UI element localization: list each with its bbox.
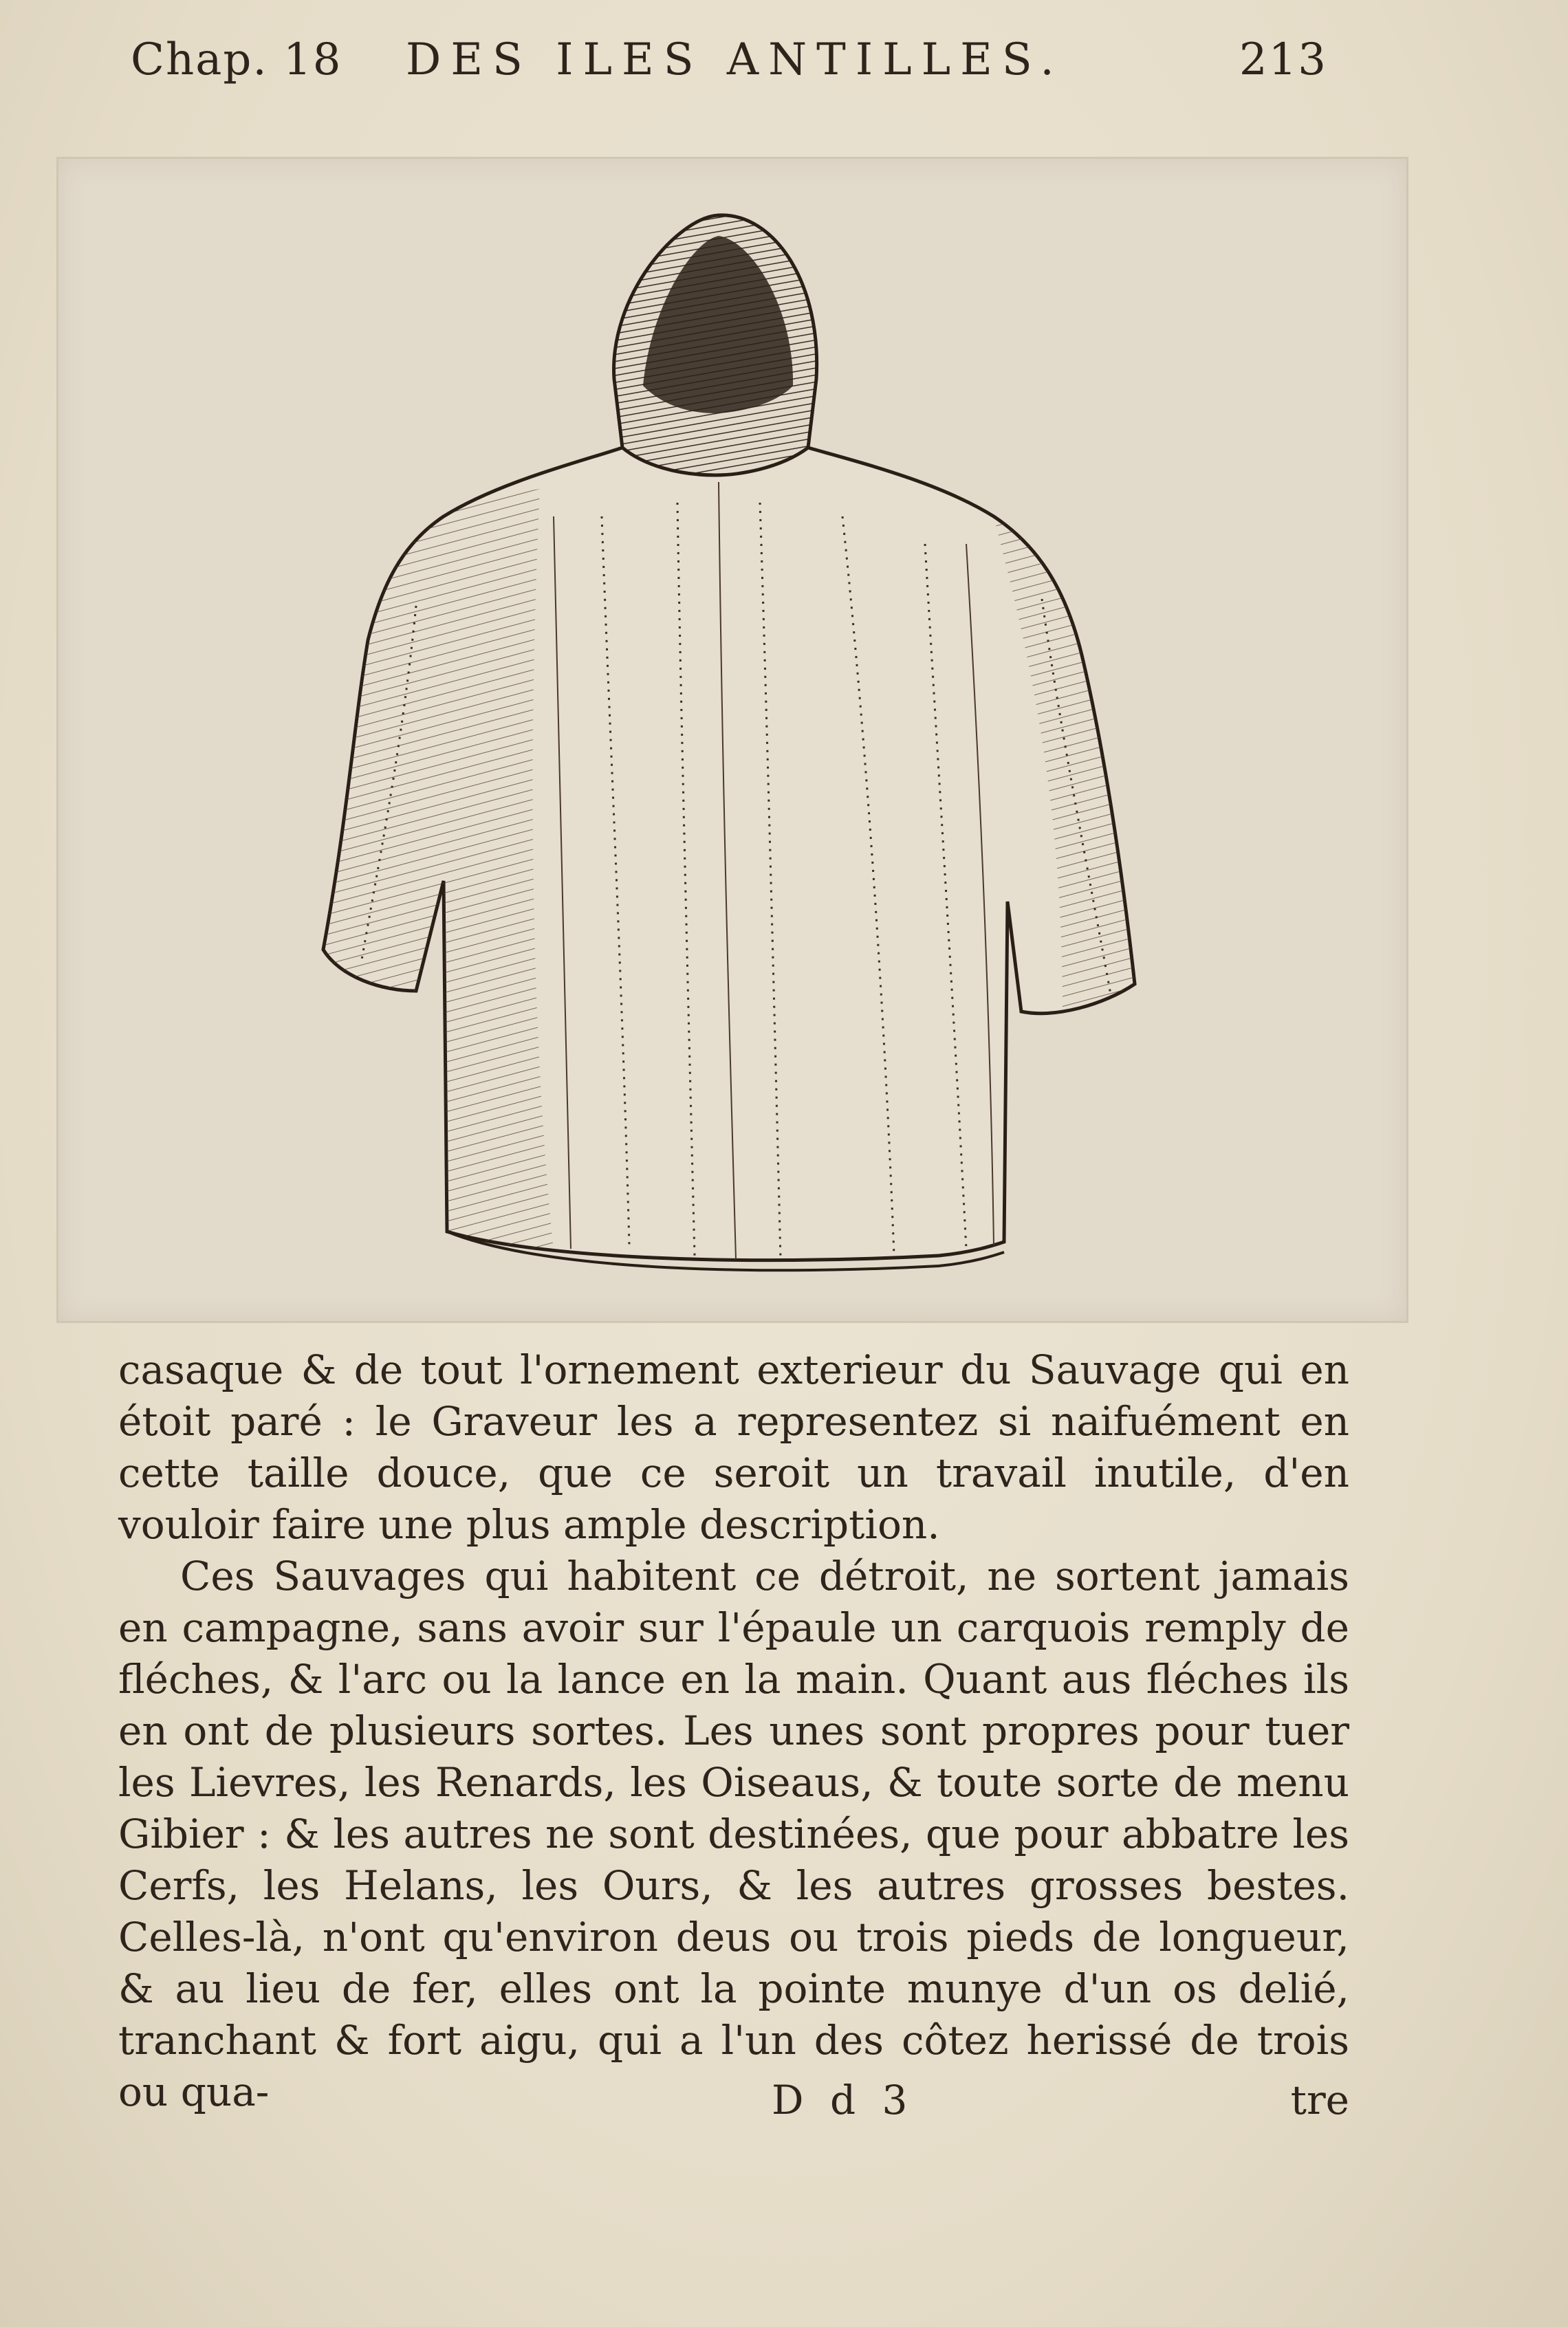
body-text: [118, 1344, 1349, 2118]
chapter-label: Chap. 18: [131, 34, 342, 85]
running-header: [124, 28, 1348, 103]
page-footer: [118, 2077, 1349, 2132]
page-number: 213: [1239, 34, 1327, 85]
left-shading: [323, 489, 554, 1251]
hooded-garment-engraving: [58, 159, 1406, 1321]
catchword: tre: [1290, 2077, 1349, 2123]
paragraph-2: Ces Sauvages qui habitent ce détroit, ne sortent jamais en campagne, sans avoir sur l'épaule un carquois remply de fléches, & l'arc ou la lance en la main. Quant aus fléches ils en ont de plusieurs sortes. Les unes sont propres pour tuer les Lievres, les Renards, les Oiseaus, & toute sorte de menu Gibier : & les autres ne sont destinées, que pour abbatre les Cerfs, les Helans, les Ours, & les autres grosses bestes. Celles-là, n'ont qu'environ deus ou trois pieds de longueur, & au lieu de fer, elles ont la pointe munye d'un os delié, tranchant & fort aigu, qui a l'un des côtez herissé de trois ou qua-: [118, 1553, 1349, 2115]
signature-mark: D d 3: [772, 2077, 915, 2123]
paragraph-1: casaque & de tout l'ornement exterieur du Sauvage qui en étoit paré : le Graveur les a representez si naifuément en cette taille douce, que ce seroit un travail inutile, d'en vouloir faire une plus ample description.: [118, 1346, 1349, 1548]
engraving-plate: [56, 157, 1408, 1323]
running-title: DES ILES ANTILLES.: [406, 34, 1064, 85]
